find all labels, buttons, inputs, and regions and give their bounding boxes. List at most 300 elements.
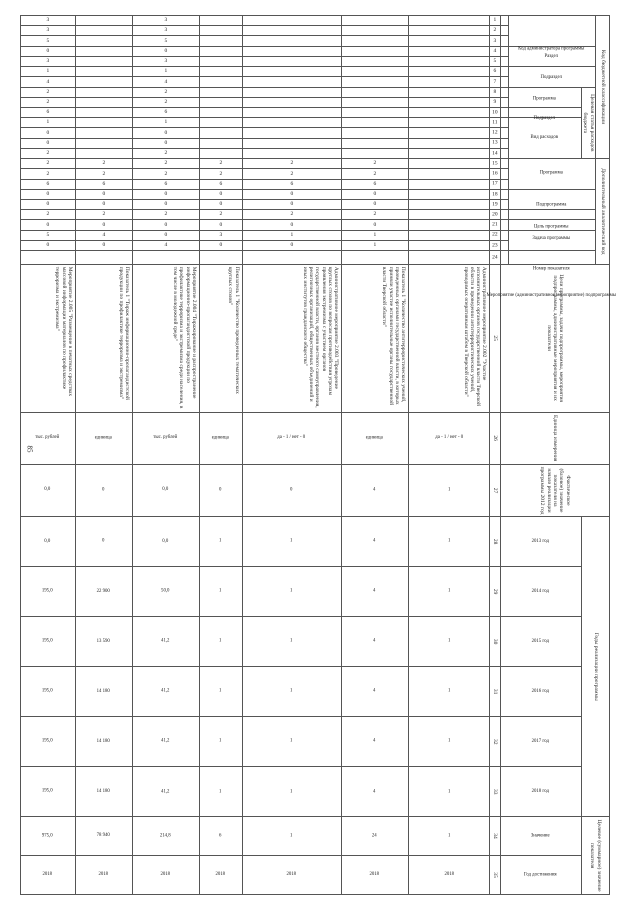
code-digit [75, 148, 132, 158]
code-digit [342, 199, 409, 209]
code-digit-text: 3 [164, 17, 168, 24]
header-filler [500, 159, 508, 169]
row-year-value-text: 41,2 [161, 688, 170, 694]
header-program [508, 159, 595, 190]
column-number: 32 [490, 717, 500, 767]
code-digit-text: 6 [46, 109, 50, 116]
row-year-value-text: 41,2 [161, 788, 170, 794]
code-digit [242, 87, 342, 97]
header-y2018 [500, 767, 581, 817]
row-year-value-text: 1 [219, 588, 222, 594]
code-digit [75, 240, 132, 250]
code-digit-text: 0 [46, 191, 50, 198]
rotated-table-wrapper [20, 15, 617, 895]
table-row [199, 16, 242, 895]
header-subprogram-text: Подпрограмма [536, 202, 567, 208]
row-description: Мероприятие 2.005 "Размещение в печатных средствах массовой информации материалов по профилактике терроризма и экстремизма" [21, 264, 76, 412]
row-target-year-text: 2018 [215, 872, 226, 878]
code-digit [342, 179, 409, 189]
code-digit-text: 0 [102, 201, 106, 208]
code-digit [342, 36, 409, 46]
header-unit: Единица измерения [500, 412, 609, 464]
code-digit [409, 118, 490, 128]
row-year-value [409, 767, 490, 817]
code-digit-text: 4 [102, 232, 106, 239]
code-digit-text: 0 [373, 201, 377, 208]
row-unit [409, 412, 490, 464]
row-year-value [242, 767, 342, 817]
row-year-value-text: 13 590 [96, 638, 110, 644]
code-digit [199, 210, 242, 220]
row-year-value [132, 767, 199, 817]
code-digit-text: 1 [46, 68, 50, 75]
row-year-value [242, 567, 342, 617]
column-number [490, 189, 500, 199]
code-digit-text: 0 [164, 191, 168, 198]
code-digit-text: 0 [164, 129, 168, 136]
code-digit [132, 46, 199, 56]
code-digit-text: 1 [46, 119, 50, 126]
row-target-year-text: 2018 [369, 872, 380, 878]
column-number: 28 [490, 517, 500, 567]
row-year-value-text: 0,0 [44, 538, 51, 544]
header-filler [500, 26, 508, 36]
column-number-text: 5 [493, 58, 497, 65]
code-digit [242, 220, 342, 230]
row-year-value-text: 195,0 [42, 638, 53, 644]
code-digit [409, 36, 490, 46]
row-target-year [242, 855, 342, 894]
code-digit [199, 87, 242, 97]
row-unit [342, 412, 409, 464]
code-digit-text: 2 [102, 170, 106, 177]
column-number: 26 [490, 412, 500, 464]
header-filler [500, 138, 508, 148]
row-target-value-text: 6 [219, 833, 222, 839]
code-digit [132, 230, 199, 240]
column-number: 35 [490, 855, 500, 894]
code-digit [21, 107, 76, 117]
code-digit [132, 179, 199, 189]
row-year-value [342, 517, 409, 567]
header-extra-code: Дополнительный аналитический код [595, 159, 609, 265]
code-digit [242, 159, 342, 169]
code-digit [342, 16, 409, 26]
header-filler [500, 169, 508, 179]
code-digit [132, 159, 199, 169]
row-year-value-text: 1 [447, 538, 451, 544]
code-digit [199, 46, 242, 56]
row-year-value-text: 1 [290, 788, 293, 794]
code-digit [342, 87, 409, 97]
row-target-year-text: 2018 [160, 872, 171, 878]
code-digit-text: 0 [219, 191, 223, 198]
code-digit [21, 118, 76, 128]
code-digit [132, 97, 199, 107]
code-digit-text: 3 [46, 27, 50, 34]
row-unit-text: тыс. рублей [153, 435, 178, 441]
code-digit [75, 179, 132, 189]
code-digit [199, 138, 242, 148]
column-number [490, 26, 500, 36]
code-digit-text: 3 [164, 58, 168, 65]
row-fact [242, 464, 342, 516]
header-y2018-text: 2018 год [531, 788, 549, 794]
header-filler [500, 16, 508, 26]
code-digit [132, 16, 199, 26]
column-number-text: 15 [492, 160, 498, 167]
row-target-value [21, 817, 76, 856]
code-digit [242, 169, 342, 179]
code-digit-text: 0 [164, 48, 168, 55]
header-program-task-text: Задача программы [532, 236, 571, 242]
code-digit-text: 3 [46, 58, 50, 65]
code-digit [132, 169, 199, 179]
row-year-value-text: 1 [219, 788, 222, 794]
code-digit-text: 4 [164, 78, 168, 85]
code-digit-text: 0 [373, 191, 377, 198]
header-indicator-number [508, 251, 595, 272]
code-digit-text: 0 [164, 140, 168, 147]
code-digit [242, 138, 342, 148]
code-digit-text: 0 [102, 191, 106, 198]
code-digit [199, 128, 242, 138]
row-target-year-text: 2018 [42, 872, 53, 878]
code-digit [21, 210, 76, 220]
code-digit [21, 67, 76, 77]
code-digit-text: 0 [46, 201, 50, 208]
code-digit-text: 5 [46, 37, 50, 44]
code-digit-text: 2 [46, 211, 50, 218]
code-digit [75, 36, 132, 46]
row-year-value-text: 4 [373, 738, 376, 744]
header-y2014 [500, 567, 581, 617]
code-digit [199, 77, 242, 87]
code-digit-text: 0 [219, 201, 223, 208]
code-digit-text: 0 [46, 129, 50, 136]
code-digit [132, 199, 199, 209]
row-year-value [132, 567, 199, 617]
code-digit [75, 159, 132, 169]
row-fact [21, 464, 76, 516]
code-digit [242, 16, 342, 26]
code-digit-text: 6 [46, 180, 50, 187]
row-year-value [132, 517, 199, 567]
row-year-value-text: 50,0 [161, 588, 170, 594]
code-digit-text: 1 [164, 68, 168, 75]
code-digit [199, 36, 242, 46]
row-year-value [21, 567, 76, 617]
row-fact [75, 464, 132, 516]
row-target-value [199, 817, 242, 856]
row-target-value-text: 78 940 [96, 833, 110, 839]
column-number-text: 4 [493, 48, 497, 55]
column-number [490, 159, 500, 169]
code-digit [75, 26, 132, 36]
header-year-achieve [500, 855, 581, 894]
code-digit-text: 0 [219, 221, 223, 228]
column-number-text: 17 [492, 180, 498, 187]
code-digit [75, 16, 132, 26]
code-digit-text: 0 [46, 221, 50, 228]
indicator-number-cell [132, 251, 199, 265]
code-digit-text: 2 [164, 160, 168, 167]
code-digit-text: 6 [290, 180, 294, 187]
code-digit-text: 0 [373, 221, 377, 228]
row-year-value-text: 4 [373, 588, 376, 594]
column-number: 30 [490, 617, 500, 667]
code-digit-text: 2 [219, 170, 223, 177]
table-row [132, 16, 199, 895]
code-digit [342, 148, 409, 158]
row-year-value-text: 195,0 [42, 588, 53, 594]
row-year-value [199, 717, 242, 767]
column-number-text: 1 [493, 17, 497, 24]
code-digit-text: 2 [46, 88, 50, 95]
row-year-value-text: 195,0 [42, 788, 53, 794]
code-digit-text: 6 [373, 180, 377, 187]
code-digit-text: 2 [164, 211, 168, 218]
row-year-value-text: 1 [447, 688, 451, 694]
code-digit [409, 199, 490, 209]
column-number [490, 240, 500, 250]
code-digit [199, 26, 242, 36]
column-number-text: 9 [493, 99, 497, 106]
indicator-number-cell [242, 251, 342, 265]
row-target-value-text: 975,0 [42, 833, 53, 839]
code-digit [199, 199, 242, 209]
row-year-value [409, 617, 490, 667]
code-digit [342, 138, 409, 148]
column-number-text: 3 [493, 37, 497, 44]
code-digit-text: 6 [164, 180, 168, 187]
code-digit-text: 0 [290, 191, 294, 198]
header-ta-program-text: Программа [532, 96, 556, 102]
header-filler [500, 210, 508, 220]
code-digit [242, 148, 342, 158]
column-number [490, 128, 500, 138]
row-year-value [199, 767, 242, 817]
row-fact [409, 464, 490, 516]
row-target-value-text: 1 [290, 833, 293, 839]
row-unit-text: единица [366, 435, 384, 441]
code-digit [409, 169, 490, 179]
row-year-value-text: 0 [102, 538, 105, 544]
code-digit [132, 36, 199, 46]
row-fact [132, 464, 199, 516]
code-digit [132, 138, 199, 148]
code-digit [75, 67, 132, 77]
column-number [490, 87, 500, 97]
header-y2017 [500, 717, 581, 767]
row-year-value [132, 667, 199, 717]
code-digit [342, 46, 409, 56]
row-year-value-text: 1 [219, 738, 222, 744]
code-digit-text: 6 [164, 109, 168, 116]
row-year-value [75, 617, 132, 667]
header-ta-subprogram [508, 107, 581, 121]
code-digit-text: 0 [164, 232, 168, 239]
row-target-year [21, 855, 76, 894]
row-year-value [132, 617, 199, 667]
code-digit [242, 56, 342, 66]
header-years-group: Годы реализации программы [581, 517, 609, 817]
row-year-value [199, 667, 242, 717]
code-digit-text: 0 [102, 242, 106, 249]
code-digit [242, 118, 342, 128]
row-year-value [21, 667, 76, 717]
row-year-value-text: 22 900 [96, 588, 110, 594]
header-filler [500, 179, 508, 189]
code-digit-text: 2 [373, 211, 377, 218]
code-digit [199, 97, 242, 107]
column-number [490, 46, 500, 56]
code-digit-text: 0 [102, 221, 106, 228]
code-digit-text: 2 [373, 170, 377, 177]
code-digit-text: 2 [46, 160, 50, 167]
header-y2016 [500, 667, 581, 717]
code-digit [21, 179, 76, 189]
code-digit [242, 46, 342, 56]
column-number: 33 [490, 767, 500, 817]
code-digit [132, 128, 199, 138]
header-program-goal [508, 210, 595, 230]
row-year-value [242, 667, 342, 717]
header-y2017-text: 2017 год [531, 738, 549, 744]
code-digit [75, 118, 132, 128]
code-digit [21, 56, 76, 66]
row-fact-text: 0 [219, 487, 222, 493]
column-number-text: 14 [492, 150, 498, 157]
header-ta-program [508, 87, 581, 107]
row-year-value-text: 1 [290, 688, 293, 694]
code-digit [242, 199, 342, 209]
row-year-value-text: 1 [290, 638, 293, 644]
code-digit [199, 230, 242, 240]
code-digit-text: 0 [164, 201, 168, 208]
code-digit [342, 169, 409, 179]
code-digit [75, 128, 132, 138]
code-digit [342, 67, 409, 77]
code-digit [342, 128, 409, 138]
header-razdel-text: Раздел [544, 53, 559, 59]
header-target-article: Целевая статья расходов бюджета [581, 87, 595, 159]
code-digit-text: 4 [46, 78, 50, 85]
row-unit-text: единица [211, 435, 229, 441]
row-year-value-text: 14 180 [96, 688, 110, 694]
column-number-text: 21 [492, 221, 498, 228]
row-target-value [75, 817, 132, 856]
row-description: Показатель 1 "Тираж информационно-пропагандистской продукции по профилактике терроризма и экстремизма" [75, 264, 132, 412]
column-number-text: 20 [492, 211, 498, 218]
column-number [490, 97, 500, 107]
code-digit-text: 0 [46, 140, 50, 147]
row-year-value-text: 4 [373, 638, 376, 644]
code-digit-text: 2 [102, 160, 106, 167]
header-filler [500, 189, 508, 199]
code-digit [342, 230, 409, 240]
row-target-year [75, 855, 132, 894]
code-digit [132, 220, 199, 230]
row-year-value-text: 195,0 [42, 688, 53, 694]
code-digit [21, 138, 76, 148]
header-podrazdel [508, 67, 595, 87]
code-digit [409, 56, 490, 66]
code-digit [242, 36, 342, 46]
row-year-value [199, 617, 242, 667]
code-digit [199, 148, 242, 158]
row-fact-text: 1 [447, 487, 451, 493]
column-number [490, 210, 500, 220]
header-admin-code [508, 16, 595, 52]
code-digit [409, 179, 490, 189]
code-digit [199, 56, 242, 66]
code-digit-text: 2 [164, 150, 168, 157]
code-digit-text: 0 [219, 242, 223, 249]
indicator-number-cell [342, 251, 409, 265]
column-number [490, 56, 500, 66]
column-number: 31 [490, 667, 500, 717]
code-digit [409, 16, 490, 26]
row-year-value [409, 717, 490, 767]
code-digit [409, 220, 490, 230]
code-digit-text: 2 [102, 211, 106, 218]
code-digit [409, 107, 490, 117]
row-year-value-text: 1 [447, 738, 451, 744]
code-digit [242, 230, 342, 240]
row-year-value-text: 4 [373, 788, 376, 794]
indicator-number-cell [409, 251, 490, 265]
row-year-value [342, 717, 409, 767]
column-number: 34 [490, 817, 500, 856]
row-year-value [409, 567, 490, 617]
row-target-value [132, 817, 199, 856]
row-unit [242, 412, 342, 464]
code-digit-text: 1 [373, 232, 377, 239]
code-digit [242, 179, 342, 189]
row-target-year [409, 855, 490, 894]
column-number [490, 220, 500, 230]
header-podrazdel-text: Подраздел [540, 75, 563, 81]
header-filler [500, 107, 508, 117]
code-digit-text: 2 [46, 170, 50, 177]
row-target-year-text: 2018 [286, 872, 297, 878]
column-number [490, 36, 500, 46]
code-digit [199, 118, 242, 128]
code-digit-text: 2 [219, 211, 223, 218]
row-year-value [342, 567, 409, 617]
header-filler [500, 240, 508, 250]
row-unit-text: да - 1 / нет - 0 [434, 435, 463, 441]
column-number [490, 118, 500, 128]
table-row [242, 16, 342, 895]
row-description: Мероприятие 2.004 "Тиражирование и распространение информационно-пропагандистской продукции по профилактике терроризма и экстремизма среди населения, в том числе в молодежной среде" [132, 264, 199, 412]
row-year-value [242, 617, 342, 667]
row-unit [132, 412, 199, 464]
indicator-number-cell [21, 251, 76, 265]
code-digit-text: 3 [219, 232, 223, 239]
column-number [490, 77, 500, 87]
row-year-value [342, 667, 409, 717]
code-digit [409, 159, 490, 169]
code-digit-text: 0 [290, 242, 294, 249]
code-digit [342, 26, 409, 36]
row-unit [75, 412, 132, 464]
code-digit-text: 3 [46, 17, 50, 24]
code-digit [409, 97, 490, 107]
code-digit-text: 0 [46, 48, 50, 55]
column-number [490, 16, 500, 26]
